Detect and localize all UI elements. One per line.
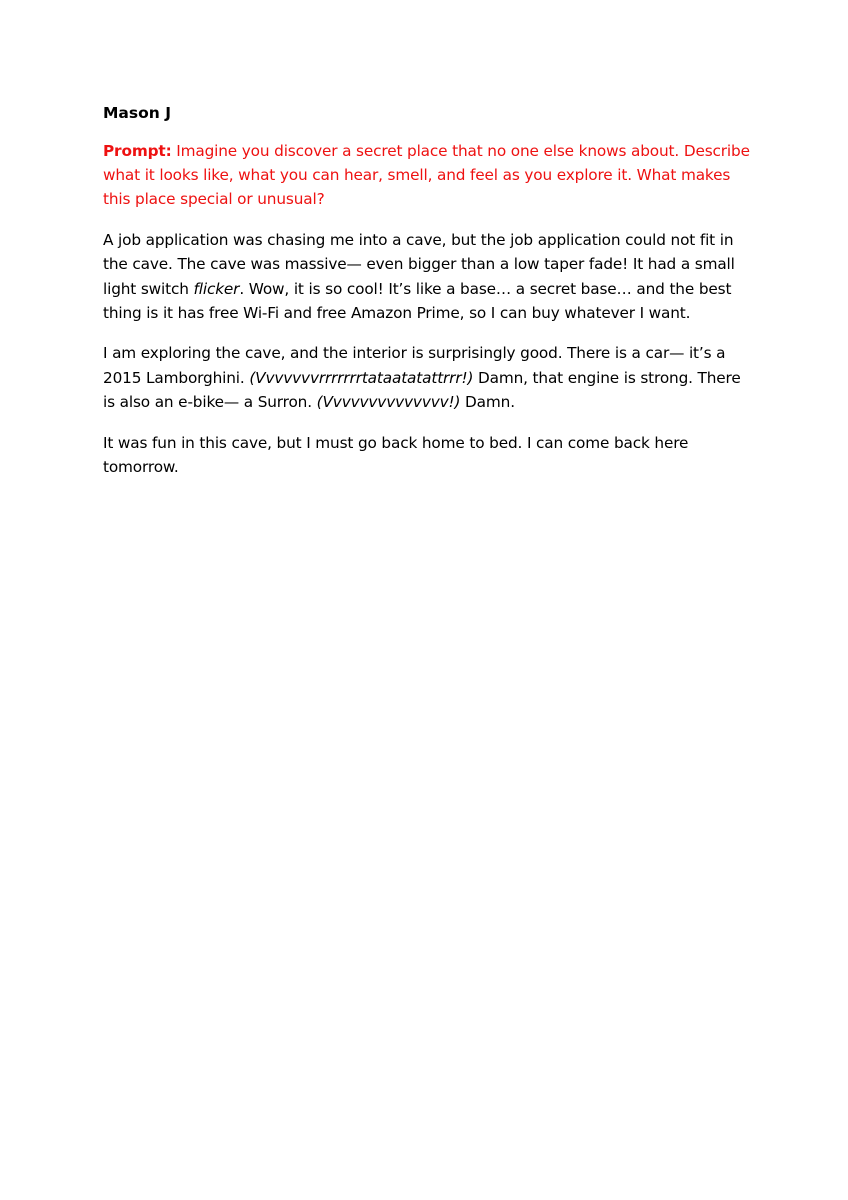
paragraph-text: . Wow, it is so cool! It’s like a base… a secret base… and the best thing is it has free Wi-Fi and free Amazon Prime, so I can buy whatever I want. [103,279,732,322]
prompt-text: Imagine you discover a secret place that no one else knows about. Describe what it looks like, what you can hear, smell, and feel as you explore it. What makes this place special or unusual? [103,142,750,209]
paragraph-italic-text: (Vvvvvvvvvvvvvv!) [316,392,461,411]
paragraph-italic-text: flicker [193,279,240,298]
story-paragraph-3 [103,431,753,479]
story-paragraph-1 [103,228,753,325]
story-paragraph-2 [103,341,753,414]
paragraph-text: Damn, that engine is strong. There is also an e-bike— a Surron. [103,368,741,411]
document-body [103,102,753,495]
paragraph-text: Damn. [460,392,515,411]
paragraph-text: It was fun in this cave, but I must go back home to bed. I can come back here tomorrow. [103,433,689,476]
prompt-label: Prompt: [103,142,172,160]
paragraph-text: I am exploring the cave, and the interior is surprisingly good. There is a car— it’s a 2015 Lamborghini. [103,344,726,387]
paragraph-italic-text: (Vvvvvvvrrrrrrrtataatatattrrr!) [249,368,474,387]
author-name: Mason J [103,104,171,122]
writing-prompt [103,139,753,212]
paragraph-text: A job application was chasing me into a cave, but the job application could not fit in the cave. The cave was massive— even bigger than a low taper fade! It had a small light switch [103,231,735,298]
